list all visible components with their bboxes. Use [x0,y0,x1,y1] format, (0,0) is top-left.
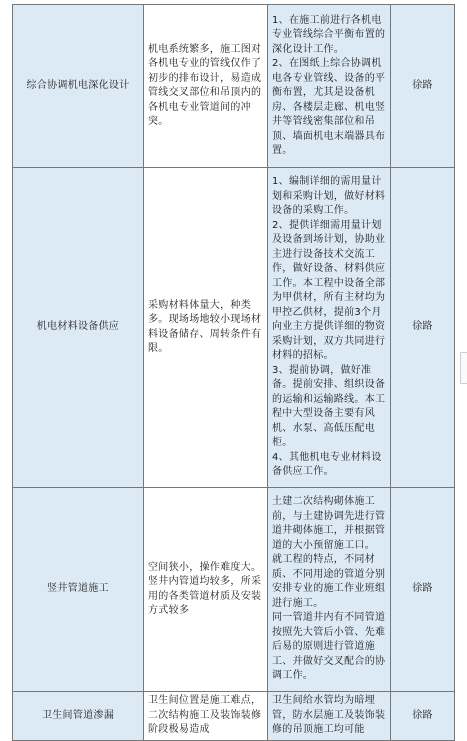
item-cell: 机电材料设备供应 [13,168,144,488]
measure-paragraph: 1、在施工前进行各机电专业管线综合平衡布置的深化设计工作。 [272,14,386,55]
measure-paragraph: 土建二次结构砌体施工前，与土建协调先进行管道井砌体施工，并根据管道的大小预留施工口。 [272,496,386,551]
measures-cell [268,692,391,741]
measure-paragraph: 2、提供详细需用量计划及设备到场计划，协助业主进行设备技术交流工作，做好设备、材料供应工作。本工程中设备全部为甲供材，所有主材均为甲控乙供材，提前3个月向业主方提供详细的物资采购计划，双方共同进行材料的招标。 [272,219,386,362]
table-row [13,488,455,692]
owner-cell: 徐路 [391,5,455,168]
measure-paragraph: 同一管道井内有不同管道按照先大管后小管、先难后易的原则进行管道施工、并做好交叉配合的协调工作。 [272,612,386,682]
owner-cell: 徐路 [391,168,455,488]
owner-cell: 徐路 [391,488,455,692]
item-cell: 竖井管道施工 [13,488,144,692]
difficulty-cell: 卫生间位置是施工难点，二次结构施工及装饰装修阶段极易造成 [144,692,268,741]
item-cell: 卫生间管道渗漏 [13,692,144,741]
difficulty-cell: 机电系统繁多，施工图对各机电专业的管线仅作了初步的排布设计，易造成管线交叉部位和吊顶内的各机电专业管道间的冲突。 [144,5,268,168]
table-row [13,5,455,168]
owner-cell: 徐路 [391,692,455,741]
measure-paragraph: 3、提前协调，做好准备。提前安排、组织设备的运输和运输路线。本工程中大型设备主要有风机、水泵、高低压配电柜。 [272,364,386,449]
measure-paragraph: 4、其他机电专业材料设备供应工作。 [272,451,382,478]
page-edge-marker [460,352,467,384]
difficulty-cell: 空间狭小，操作难度大。竖井内管道均较多，所采用的各类管道材质及安装方式较多 [144,488,268,692]
item-cell: 综合协调机电深化设计 [13,5,144,168]
measure-paragraph: 1、编制详细的需用量计划和采购计划，做好材料设备的采购工作。 [272,176,386,217]
measure-paragraph: 卫生间给水管均为暗埋管，防水层施工及装饰装修的吊顶施工均可能 [272,695,386,735]
measures-cell [268,488,391,692]
measure-paragraph: 就工程的特点，不同材质、不同用途的管道分别安排专业的施工作业班组进行施工。 [272,554,386,609]
measure-paragraph: 2、在图纸上综合协调机电各专业管线、设备的平衡布置，尤其是设备机房、各楼层走廊、机电竖井等管线密集部位和吊顶、墙面机电末端器具布置。 [272,58,386,156]
table-row [13,168,455,488]
construction-difficulty-table [12,4,455,741]
difficulty-cell: 采购材料体量大，种类多。现场场地较小现场材料设备储存、周转条件有限。 [144,168,268,488]
measures-cell [268,5,391,168]
measures-cell [268,168,391,488]
table-row [13,692,455,741]
